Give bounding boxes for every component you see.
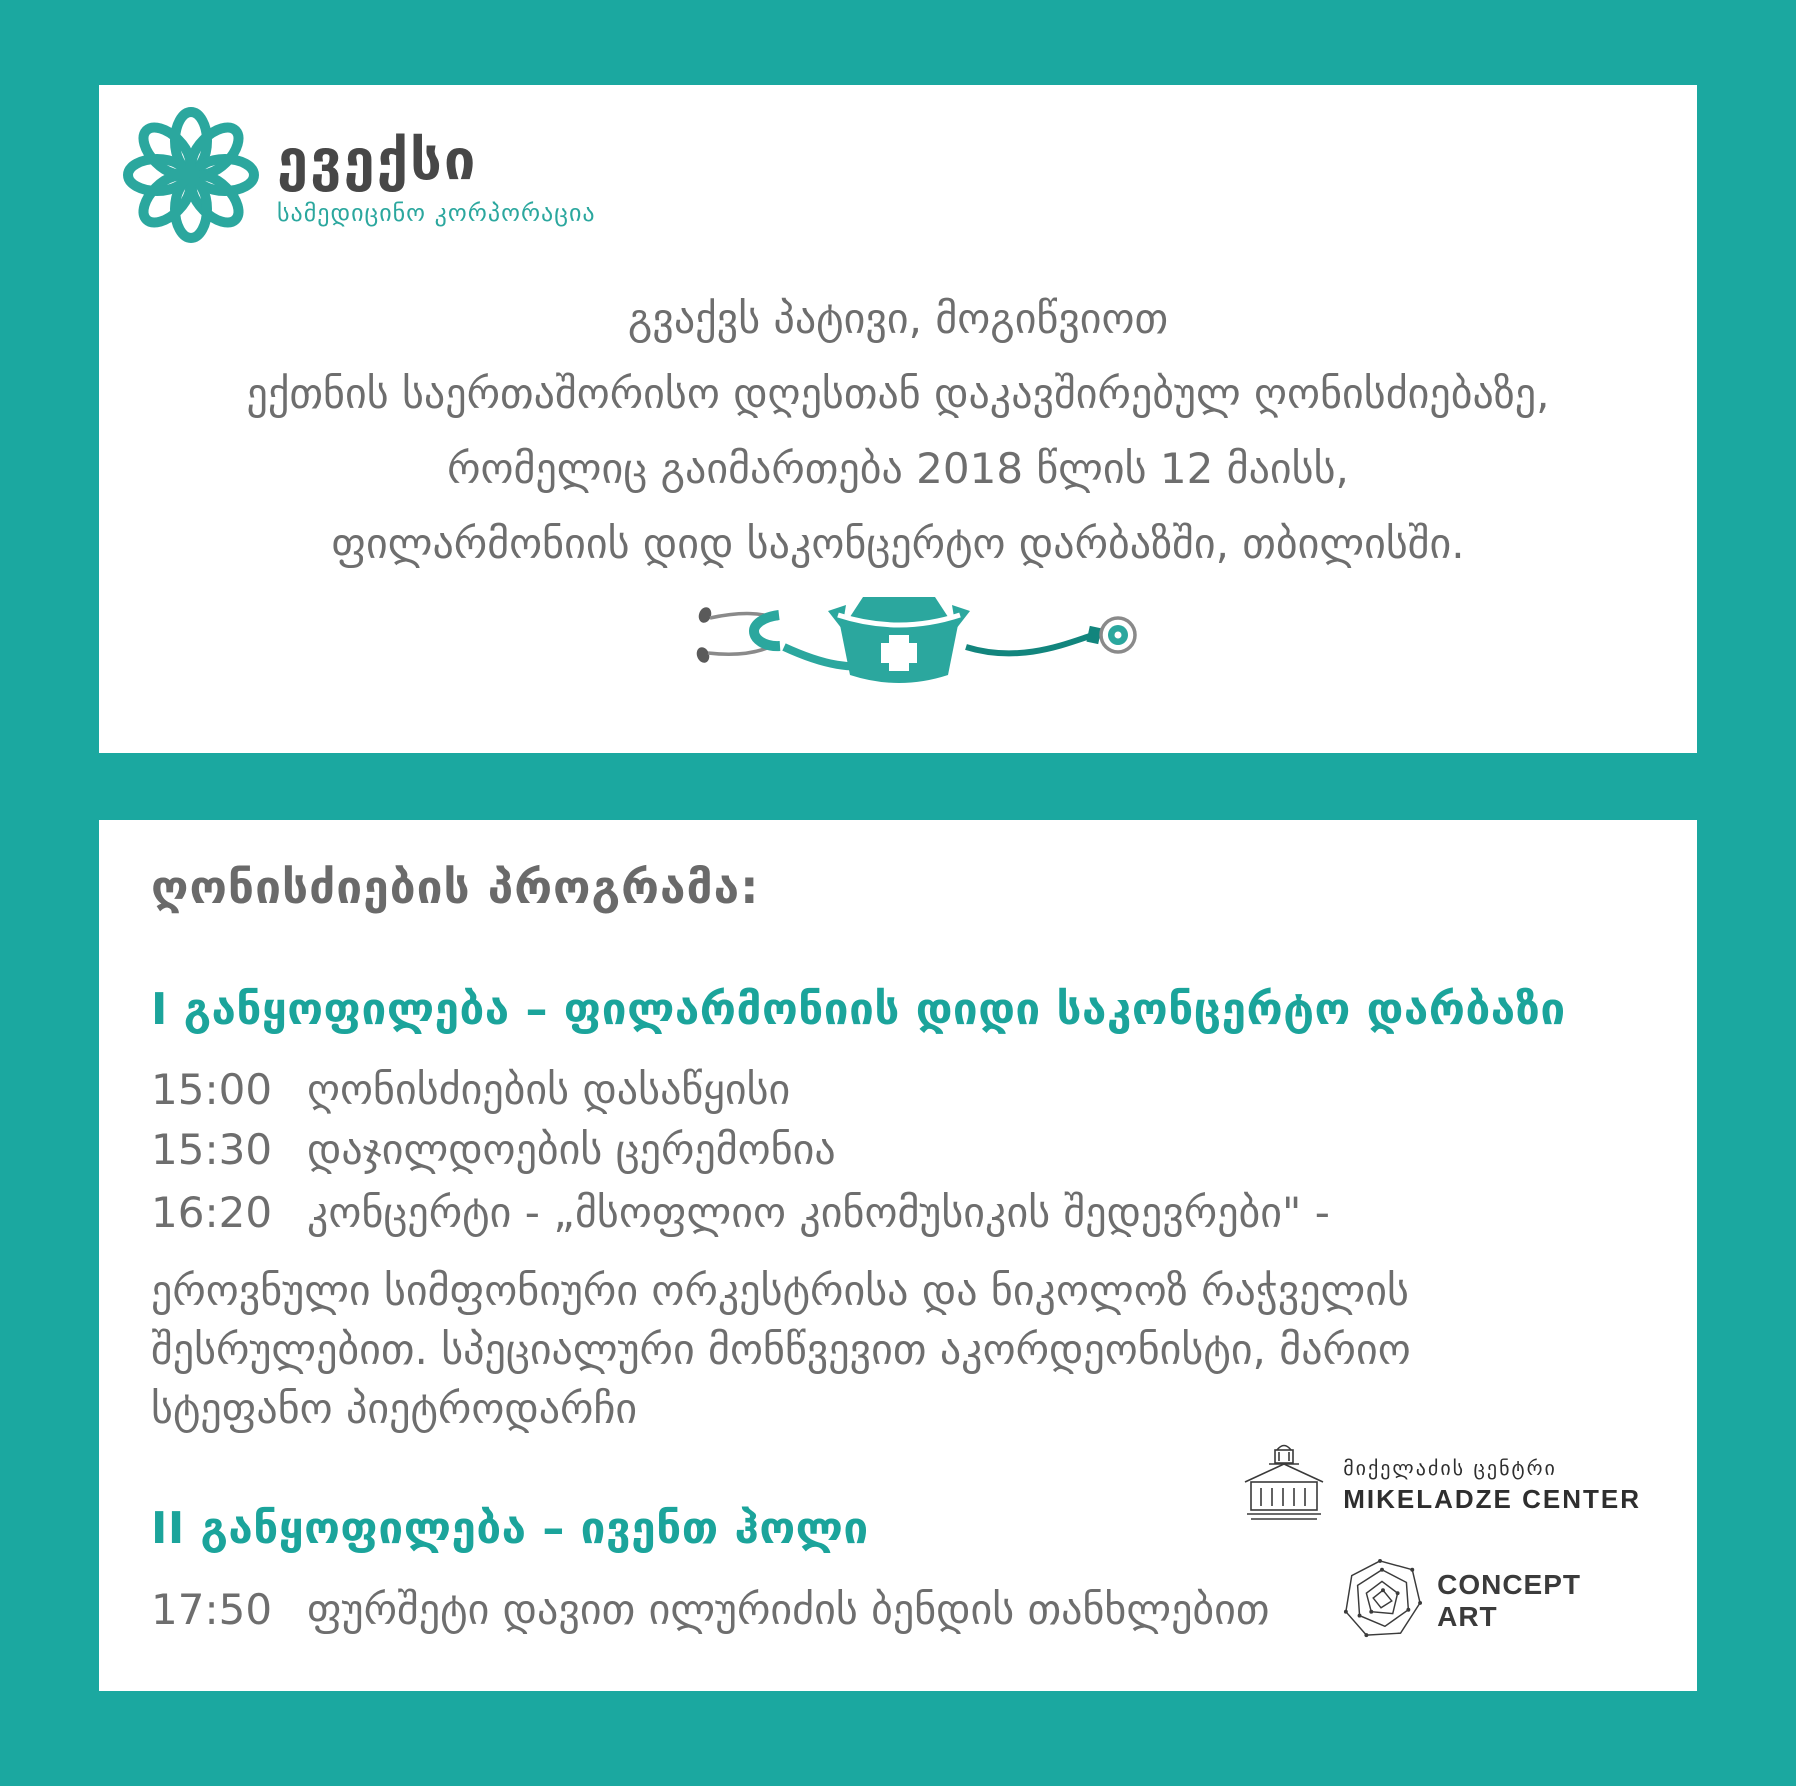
schedule-text: კონცერტი - „მსოფლიო კინომუსიკის შედევრები" - xyxy=(307,1188,1330,1237)
schedule-text: ფურშეტი დავით ილურიძის ბენდის თანხლებით xyxy=(307,1585,1270,1634)
schedule-time: 16:20 xyxy=(151,1188,273,1237)
brand-logo xyxy=(121,105,596,249)
program-panel xyxy=(99,820,1697,1691)
schedule-row xyxy=(151,1125,836,1174)
mikeladze-center-logo xyxy=(1239,1442,1641,1528)
concept-art-logo xyxy=(1341,1558,1581,1644)
evex-knot-logo-icon xyxy=(121,105,261,249)
schedule-row xyxy=(151,1188,1330,1237)
concept-art-rose-icon xyxy=(1341,1558,1423,1644)
concept-art-line2: ART xyxy=(1437,1601,1498,1632)
mikeladze-name-ka: მიქელაძის ცენტრი xyxy=(1343,1455,1557,1480)
schedule-row xyxy=(151,1065,790,1114)
concert-description: ეროვნული სიმფონიური ორკესტრისა და ნიკოლოზ რაჭველის შესრულებით. სპეციალური მონწვევით აკორდეონისტი, მარიო სტეფანო პიეტროდარჩი xyxy=(151,1266,1411,1433)
schedule-time: 15:00 xyxy=(151,1065,273,1114)
program-title: ღონისძიების პროგრამა: xyxy=(151,860,760,914)
section2-title: II განყოფილება – ივენთ ჰოლი xyxy=(151,1503,869,1554)
schedule-row xyxy=(151,1585,1270,1634)
brand-name: ევექსი xyxy=(277,128,478,193)
brand-subtitle: სამედიცინო კორპორაცია xyxy=(277,199,596,227)
schedule-text: დაჯილდოების ცერემონია xyxy=(307,1125,836,1174)
nurse-cap-stethoscope-illustration xyxy=(648,563,1148,717)
schedule-text: ღონისძიების დასაწყისი xyxy=(307,1065,791,1114)
invitation-line: გვაქვს პატივი, მოგიწვიოთ xyxy=(627,294,1169,343)
schedule-time: 15:30 xyxy=(151,1125,273,1174)
invitation-line: რომელიც გაიმართება 2018 წლის 12 მაისს, xyxy=(447,444,1349,493)
invitation-panel xyxy=(99,85,1697,753)
mikeladze-name-en: MIKELADZE CENTER xyxy=(1343,1483,1641,1514)
schedule-time: 17:50 xyxy=(151,1585,273,1634)
concept-art-line1: CONCEPT xyxy=(1437,1569,1581,1600)
mikeladze-building-icon xyxy=(1239,1442,1329,1528)
invitation-line: ფილარმონიის დიდ საკონცერტო დარბაზში, თბილისში. xyxy=(331,519,1465,568)
section1-title: I განყოფილება – ფილარმონიის დიდი საკონცერტო დარბაზი xyxy=(151,984,1566,1035)
invitation-line: ექთნის საერთაშორისო დღესთან დაკავშირებულ ღონისძიებაზე, xyxy=(246,369,1550,418)
invitation-text xyxy=(99,281,1697,581)
